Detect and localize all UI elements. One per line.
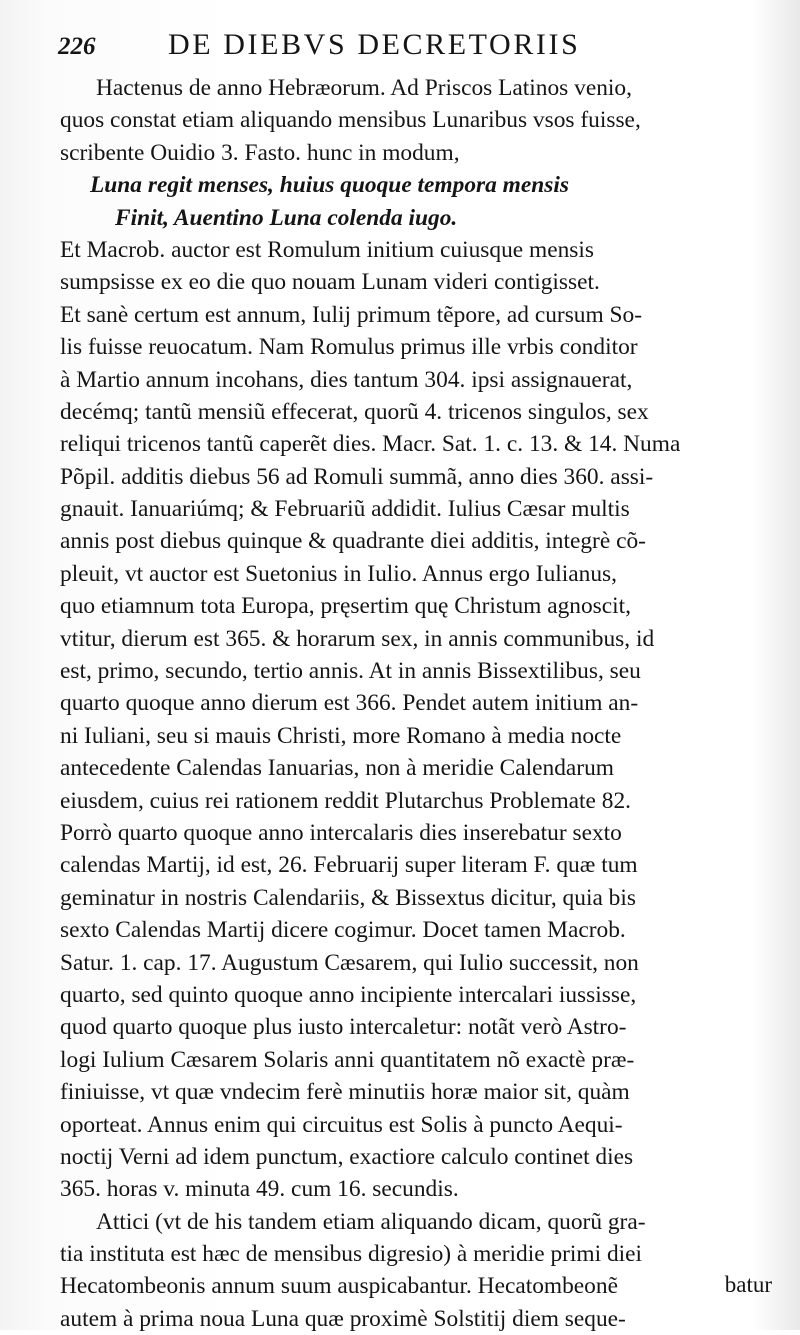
text-line: logi Iulium Cæsarem Solaris anni quantitatem nõ exactè præ- (60, 1046, 635, 1073)
catchword: batur (724, 1272, 772, 1297)
text-line: Et Macrob. auctor est Romulum initium cuiusque mensis (60, 236, 595, 263)
text-line: annis post diebus quinque & quadrante diei additis, integrè cõ- (60, 528, 646, 555)
text-line: Põpil. additis diebus 56 ad Romuli summã, anno dies 360. assi- (60, 463, 654, 490)
text-line: vtitur, dierum est 365. & horarum sex, in annis communibus, id (60, 625, 655, 652)
text-line: Attici (vt de his tandem etiam aliquando dicam, quorũ gra- (96, 1208, 646, 1235)
text-line: quo etiamnum tota Europa, pręsertim quę Christum agnoscit, (60, 593, 632, 620)
text-line: Hactenus de anno Hebræorum. Ad Priscos Latinos venio, (96, 75, 632, 101)
text-line: eiusdem, cuius rei rationem reddit Plutarchus Problemate 82. (60, 787, 631, 814)
text-line: lis fuisse reuocatum. Nam Romulus primus ille vrbis conditor (60, 334, 638, 361)
page-number: 226 (58, 33, 96, 60)
text-line: quos constat etiam aliquando mensibus Lunaribus vsos fuisse, (60, 107, 641, 134)
verse-line: Luna regit menses, huius quoque tempora mensis (90, 172, 569, 199)
page-header (58, 28, 760, 68)
text-line: gnauit. Ianuariúmq; & Februariũ addidit. Iulius Cæsar multis (60, 496, 630, 523)
text-line: reliqui tricenos tantũ caperẽt dies. Macr. Sat. 1. c. 13. & 14. Numa (60, 431, 681, 458)
text-line: autem à prima noua Luna quæ proximè Solstitij diem seque- (60, 1305, 626, 1332)
text-line: 365. horas v. minuta 49. cum 16. secundis. (60, 1176, 459, 1203)
text-line: geminatur in nostris Calendariis, & Bissextus dicitur, quia bis (60, 884, 636, 911)
text-line: oporteat. Annus enim qui circuitus est Solis à puncto Aequi- (60, 1111, 623, 1138)
body-text (60, 72, 790, 1335)
running-title: DE DIEBVS DECRETORIIS (168, 28, 581, 61)
text-line: pleuit, vt auctor est Suetonius in Iulio. Annus ergo Iulianus, (60, 560, 617, 587)
text-line: est, primo, secundo, tertio annis. At in annis Bissextilibus, seu (60, 658, 641, 685)
text-line: quarto, sed quinto quoque anno incipiente intercalari iussisse, (60, 981, 637, 1008)
text-line: ni Iuliani, seu si mauis Christi, more Romano à media nocte (60, 722, 622, 749)
text-line: à Martio annum incohans, dies tantum 304. ipsi assignauerat, (60, 366, 633, 393)
text-line: Hecatombeonis annum suum auspicabantur. Hecatombeonẽ (60, 1273, 618, 1300)
verse-line: Finit, Auentino Luna colenda iugo. (115, 204, 458, 231)
text-line: sexto Calendas Martij dicere cogimur. Docet tamen Macrob. (60, 917, 626, 944)
text-line: tia instituta est hæc de mensibus digresio) à meridie primi diei (60, 1241, 643, 1268)
text-line: calendas Martij, id est, 26. Februarij super literam F. quæ tum (60, 852, 638, 879)
text-line: finiuisse, vt quæ vndecim ferè minutiis horæ maior sit, quàm (60, 1079, 630, 1106)
text-line: Porrò quarto quoque anno intercalaris dies inserebatur sexto (60, 819, 622, 846)
text-line: Et sanè certum est annum, Iulij primum tẽpore, ad cursum So- (60, 301, 643, 328)
text-line: quod quarto quoque plus iusto intercaletur: notãt verò Astro- (60, 1014, 627, 1041)
text-line: antecedente Calendas Ianuarias, non à meridie Calendarum (60, 755, 614, 782)
text-line: Satur. 1. cap. 17. Augustum Cæsarem, qui Iulio successit, non (60, 949, 639, 976)
text-line: noctij Verni ad idem punctum, exactiore calculo continet dies (60, 1143, 634, 1170)
text-line: scribente Ouidio 3. Fasto. hunc in modum, (60, 139, 460, 166)
text-line: decémq; tantũ mensiũ effecerat, quorũ 4. tricenos singulos, sex (60, 398, 649, 425)
text-line: quarto quoque anno dierum est 366. Pendet autem initium an- (60, 690, 639, 717)
text-line: sumpsisse ex eo die quo nouam Lunam videri contigisset. (60, 269, 600, 296)
